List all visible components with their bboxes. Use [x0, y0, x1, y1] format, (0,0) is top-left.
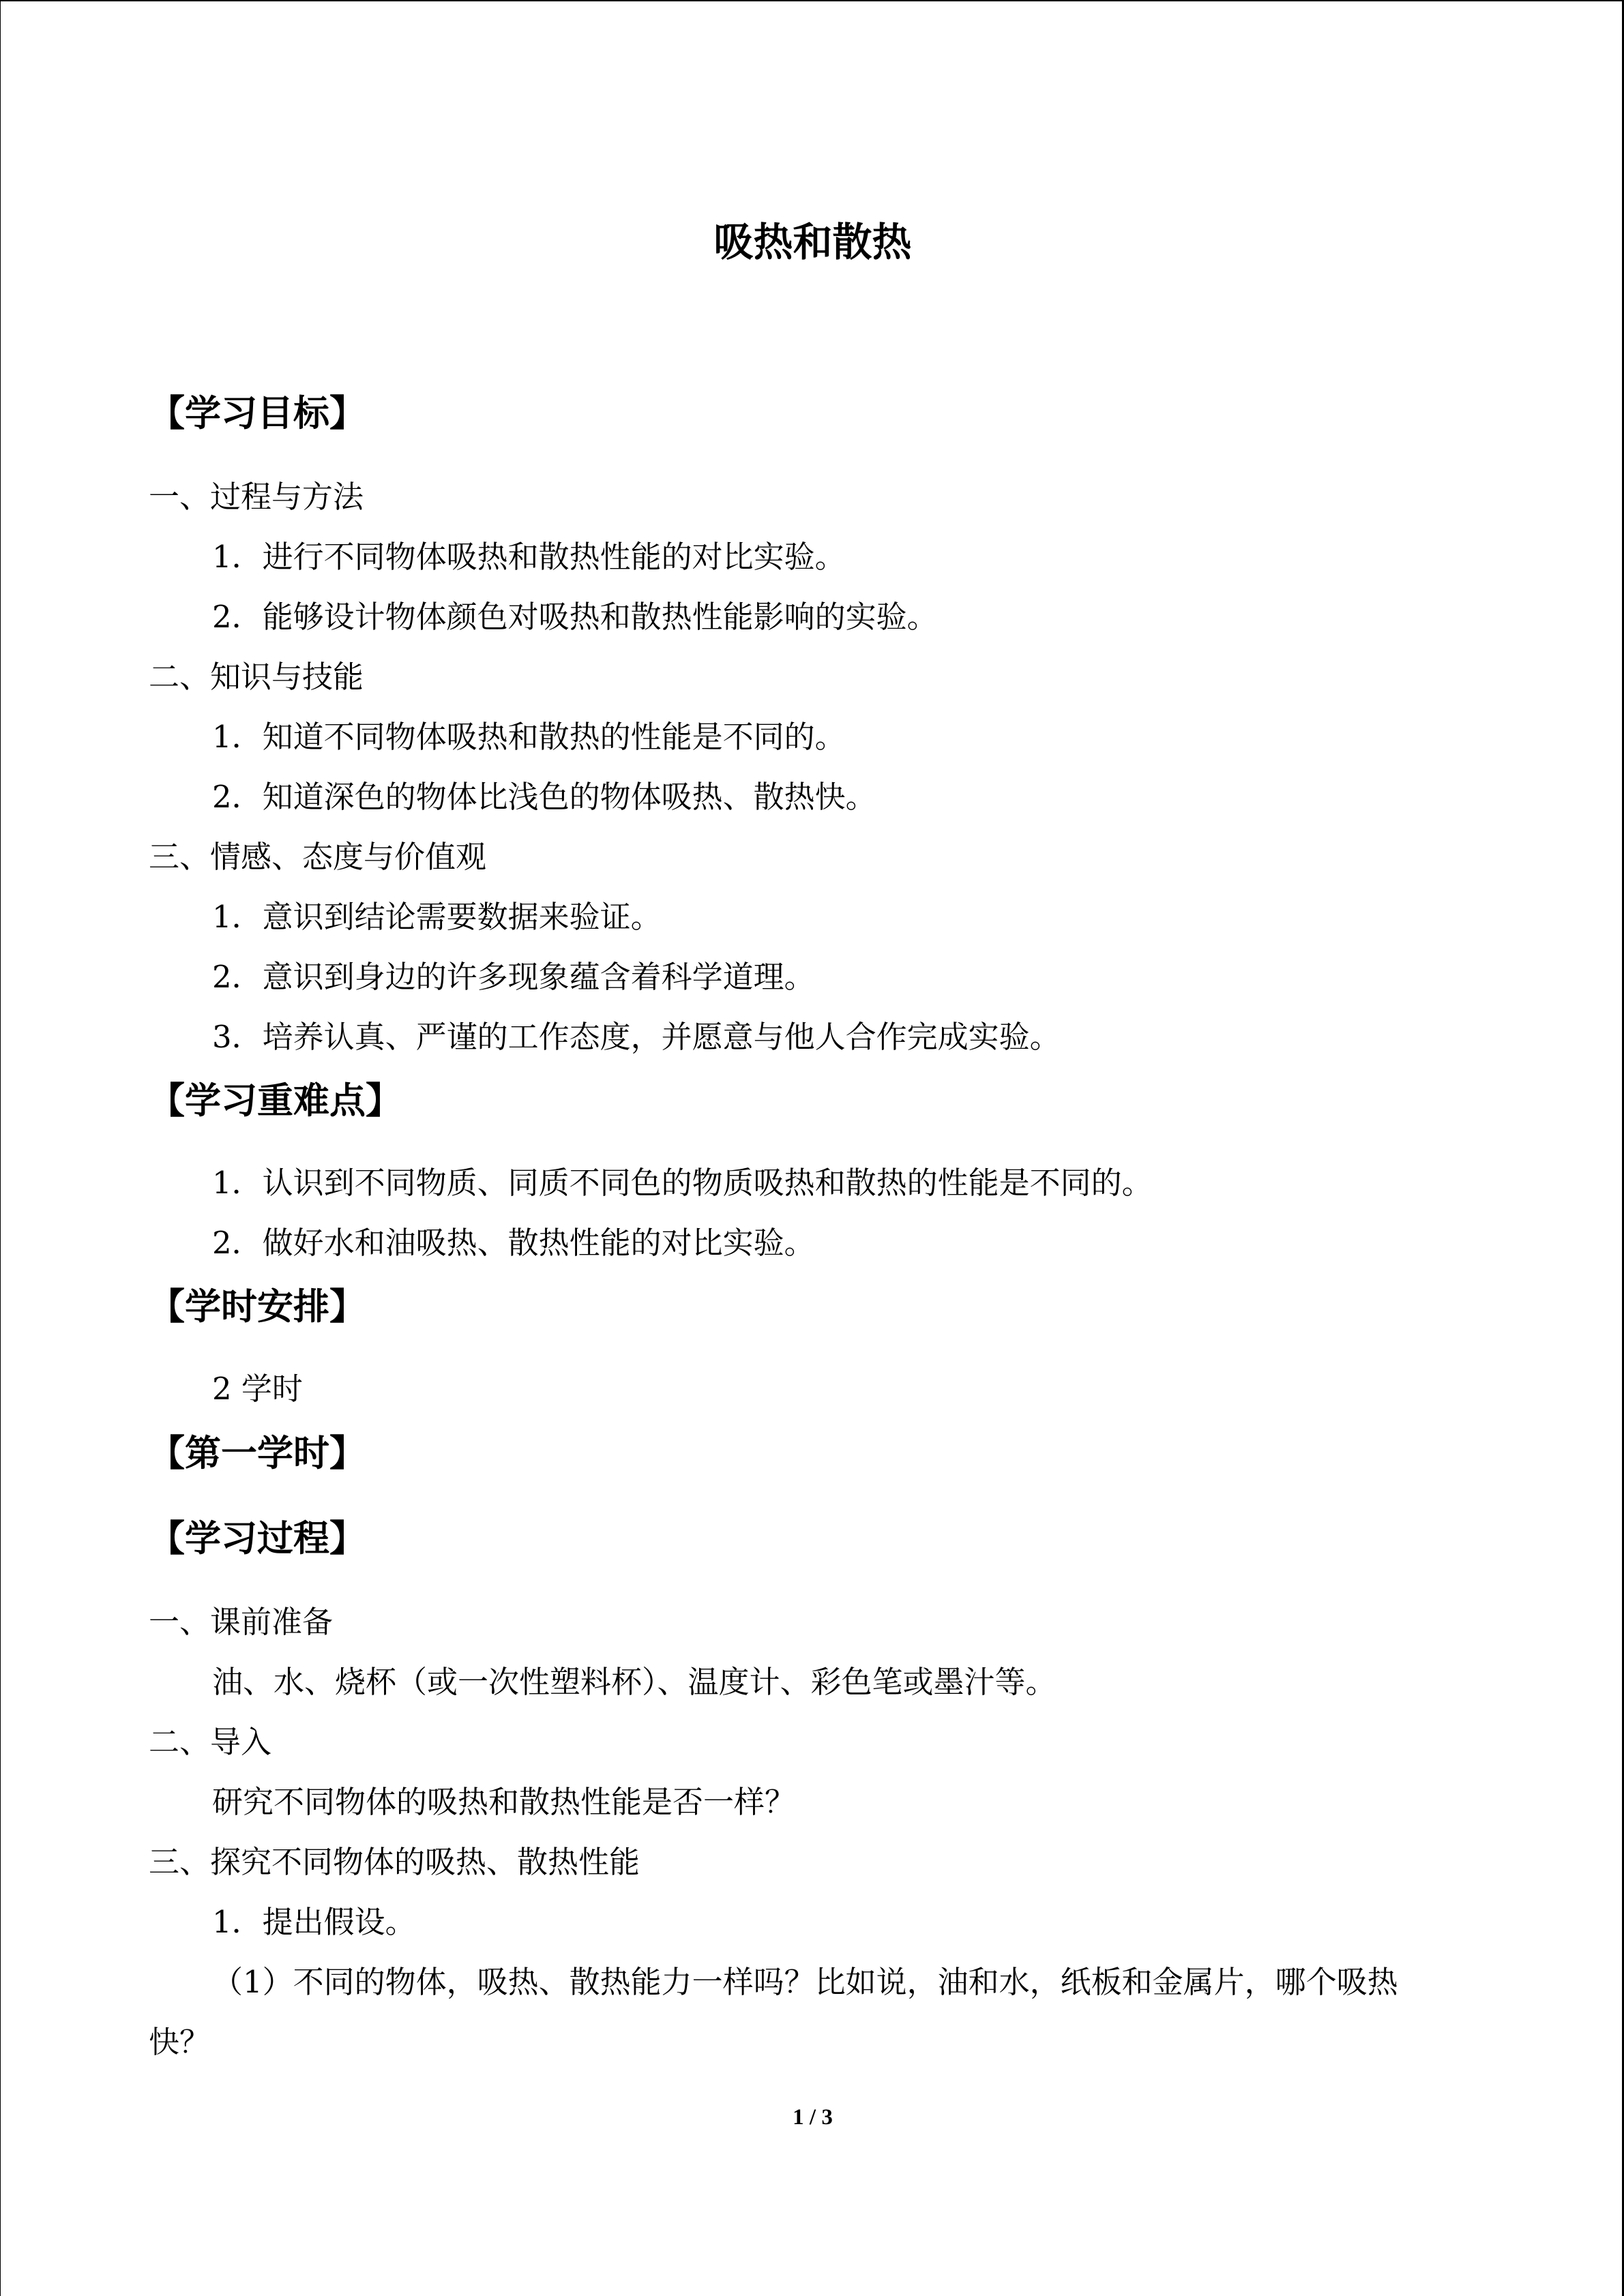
goals-part3-item-1: 1．意识到结论需要数据来验证。	[212, 899, 662, 935]
goals-part1-item-1: 1．进行不同物体吸热和散热性能的对比实验。	[212, 539, 846, 575]
process-part2-text: 研究不同物体的吸热和散热性能是否一样？	[212, 1784, 796, 1820]
document-title: 吸热和散热	[713, 219, 912, 265]
goals-part2-item-2: 2．知道深色的物体比浅色的物体吸热、散热快。	[212, 779, 876, 815]
goals-part3-item-2: 2．意识到身边的许多现象蕴含着科学道理。	[212, 959, 815, 995]
goals-part1-item-2: 2．能够设计物体颜色对吸热和散热性能影响的实验。	[212, 599, 938, 635]
process-part3-paragraph-line-1: （1）不同的物体，吸热、散热能力一样吗？比如说，油和水，纸板和金属片，哪个吸热	[212, 1964, 1398, 2000]
process-part1-label: 一、课前准备	[149, 1604, 334, 1640]
goals-part2-item-1: 1．知道不同物体吸热和散热的性能是不同的。	[212, 719, 846, 755]
process-part3-paragraph-line-2: 快？	[149, 2024, 211, 2060]
process-part2-label: 二、导入	[149, 1724, 272, 1760]
process-part3-label: 三、探究不同物体的吸热、散热性能	[149, 1844, 640, 1880]
goals-part3-label: 三、情感、态度与价值观	[149, 839, 487, 875]
schedule-text: 2 学时	[212, 1371, 303, 1407]
section-heading-first-period: 【第一学时】	[149, 1433, 366, 1474]
keypoints-item-1: 1．认识到不同物质、同质不同色的物质吸热和散热的性能是不同的。	[212, 1165, 1153, 1201]
process-part3-step-1: 1．提出假设。	[212, 1904, 416, 1940]
goals-part1-label: 一、过程与方法	[149, 479, 364, 515]
section-heading-goals: 【学习目标】	[149, 393, 366, 434]
process-part1-text: 油、水、烧杯（或一次性塑料杯）、温度计、彩色笔或墨汁等。	[212, 1664, 1057, 1700]
page-number: 1 / 3	[793, 2105, 833, 2130]
goals-part3-item-3: 3．培养认真、严谨的工作态度，并愿意与他人合作完成实验。	[212, 1019, 1061, 1055]
section-heading-keypoints: 【学习重难点】	[149, 1080, 402, 1122]
section-heading-process: 【学习过程】	[149, 1518, 366, 1560]
section-heading-schedule: 【学时安排】	[149, 1286, 366, 1328]
keypoints-item-2: 2．做好水和油吸热、散热性能的对比实验。	[212, 1225, 815, 1261]
goals-part2-label: 二、知识与技能	[149, 659, 364, 695]
